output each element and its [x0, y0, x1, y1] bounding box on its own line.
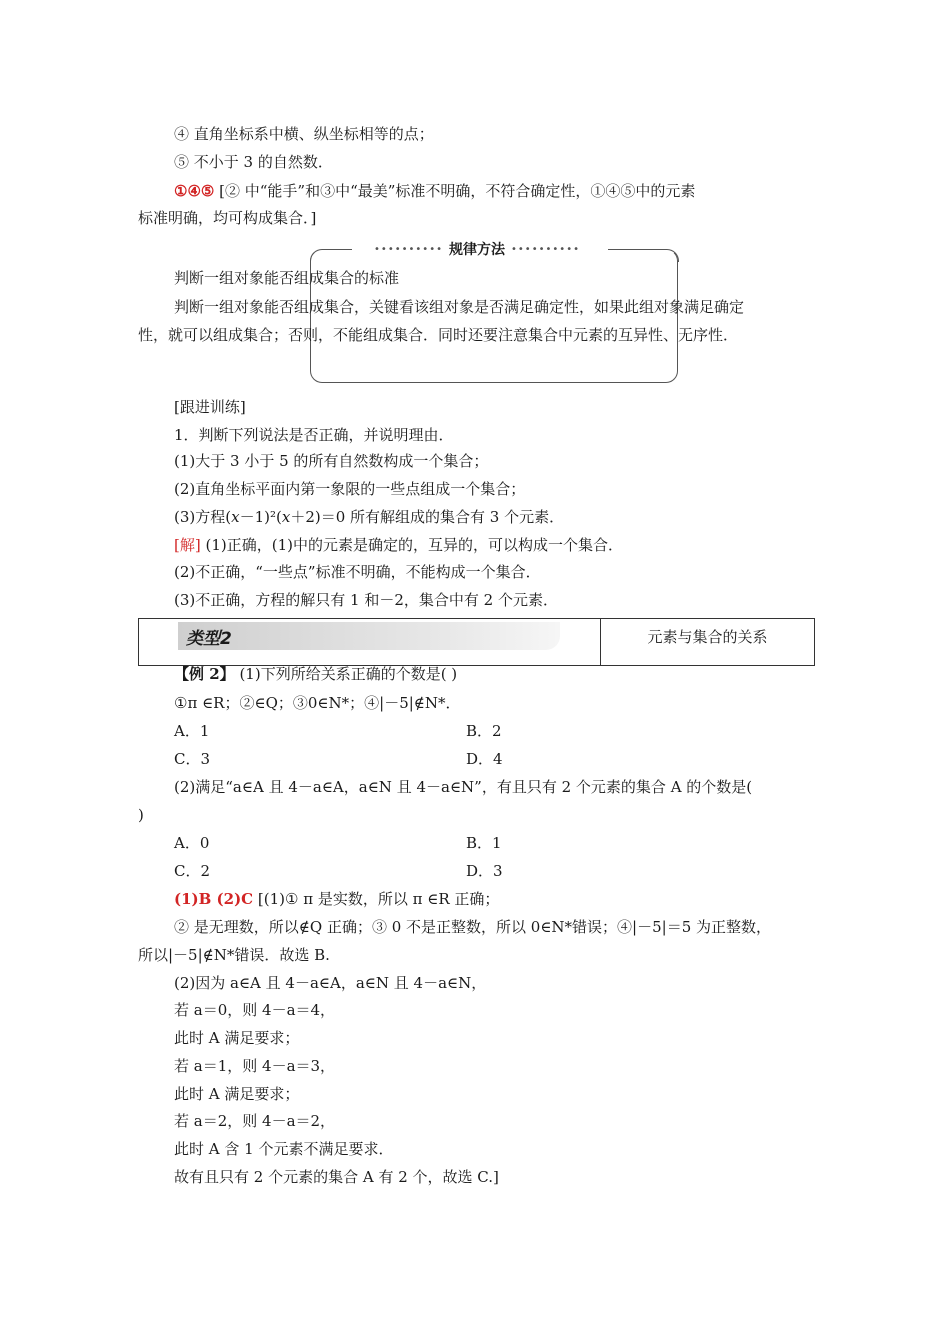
- practice-q1: 1．判断下列说法是否正确，并说明理由．: [174, 426, 454, 444]
- rule-box-title: 规律方法: [449, 242, 505, 258]
- option-b1: B．2: [466, 722, 502, 740]
- example2-q1-text: (1)下列所给关系正确的个数是( ): [234, 665, 458, 683]
- example2-answer-line-1: [174, 889, 499, 909]
- example2-q1: [174, 664, 457, 684]
- rule-body-1: 判断一组对象能否组成集合，关键看该组对象是否满足确定性，如果此组对象满足确定: [174, 298, 745, 316]
- option-a2: A．0: [174, 834, 210, 852]
- type-label: 类型2: [186, 629, 232, 649]
- q1c-var-x2: x: [281, 508, 291, 526]
- practice-label: [跟进训练]: [174, 398, 246, 416]
- example2-answer-line-8: 此时 A 满足要求；: [174, 1085, 300, 1103]
- practice-q1c: [174, 507, 564, 527]
- q1c-pre: (3)方程(: [174, 508, 232, 526]
- rule-box-corner-right: [608, 249, 679, 262]
- solution-line-2: (2)不正确，“一些点”标准不明确，不能构成一个集合．: [174, 563, 541, 581]
- option-d2: D．3: [466, 862, 503, 880]
- rule-heading: 判断一组对象能否组成集合的标准: [174, 269, 400, 287]
- q1c-var-x1: x: [231, 508, 240, 526]
- solution-line-1: [174, 535, 623, 555]
- option-c2: C．2: [174, 862, 211, 880]
- option-c1: C．3: [174, 750, 211, 768]
- answer-line-2: 标准明确，均可构成集合．]: [138, 209, 317, 227]
- answer-mark: ①④⑤: [174, 182, 215, 200]
- practice-q1a: (1)大于 3 小于 5 的所有自然数构成一个集合；: [174, 452, 489, 470]
- example2-answer-line-2: ② 是无理数，所以∉Q 正确；③ 0 不是正整数，所以 0∈N*错误；④|－5|＝5 为正整数，: [174, 918, 772, 936]
- example2-answer-line-10: 此时 A 含 1 个元素不满足要求．: [174, 1140, 394, 1158]
- option-b2: B．1: [466, 834, 502, 852]
- example2-label: 【例 2】: [174, 665, 235, 683]
- practice-q1b: (2)直角坐标平面内第一象限的一些点组成一个集合；: [174, 480, 526, 498]
- example2-answer-mark: (1)B (2)C: [174, 890, 254, 908]
- example2-q2-line-2: ): [138, 806, 144, 824]
- q1c-mid: －1)²(: [239, 508, 282, 526]
- solution-mark: [解]: [174, 536, 201, 554]
- example2-answer-line-6: 此时 A 满足要求；: [174, 1029, 300, 1047]
- option-a1: A．1: [174, 722, 210, 740]
- type-banner: [178, 622, 560, 650]
- rule-box-header: [352, 238, 602, 260]
- answer-line-1: [174, 181, 695, 201]
- example2-answer-line-7: 若 a＝1，则 4－a＝3，: [174, 1057, 336, 1075]
- example2-answer-line-11: 故有且只有 2 个元素的集合 A 有 2 个，故选 C.]: [174, 1168, 499, 1186]
- example2-q1-items: ①π ∈R；②∈Q；③0∈N*；④|－5|∉N*．: [174, 694, 461, 712]
- example2-answer-text-1: [(1)① π 是实数，所以 π ∈R 正确；: [253, 890, 500, 908]
- example2-answer-line-3: 所以|－5|∉N*错误．故选 B.: [138, 946, 330, 964]
- example2-answer-line-9: 若 a＝2，则 4－a＝2，: [174, 1112, 336, 1130]
- rule-dots-left-icon: ••••••••••: [374, 243, 443, 255]
- item-5: ⑤ 不小于 3 的自然数．: [174, 153, 333, 171]
- solution-text-1: (1)正确，(1)中的元素是确定的，互异的，可以构成一个集合．: [200, 536, 623, 554]
- solution-line-3: (3)不正确，方程的解只有 1 和－2，集合中有 2 个元素．: [174, 591, 558, 609]
- example2-q2-line-1: (2)满足“a∈A 且 4－a∈A，a∈N 且 4－a∈N”，有且只有 2 个元素的集合 A 的个数是(: [174, 778, 753, 796]
- example2-answer-line-5: 若 a＝0，则 4－a＝4，: [174, 1001, 336, 1019]
- example2-answer-line-4: (2)因为 a∈A 且 4－a∈A，a∈N 且 4－a∈N，: [174, 974, 487, 992]
- rule-dots-right-icon: ••••••••••: [511, 243, 580, 255]
- option-d1: D．4: [466, 750, 503, 768]
- rule-body-2: 性，就可以组成集合；否则，不能组成集合．同时还要注意集合中元素的互异性、无序性．: [138, 326, 739, 344]
- answer-text-1: [② 中“能手”和③中“最美”标准不明确，不符合确定性，①④⑤中的元素: [214, 182, 696, 200]
- type-title: 元素与集合的关系: [647, 628, 768, 646]
- item-4: ④ 直角坐标系中横、纵坐标相等的点；: [174, 125, 434, 143]
- q1c-post: ＋2)＝0 所有解组成的集合有 3 个元素．: [290, 508, 565, 526]
